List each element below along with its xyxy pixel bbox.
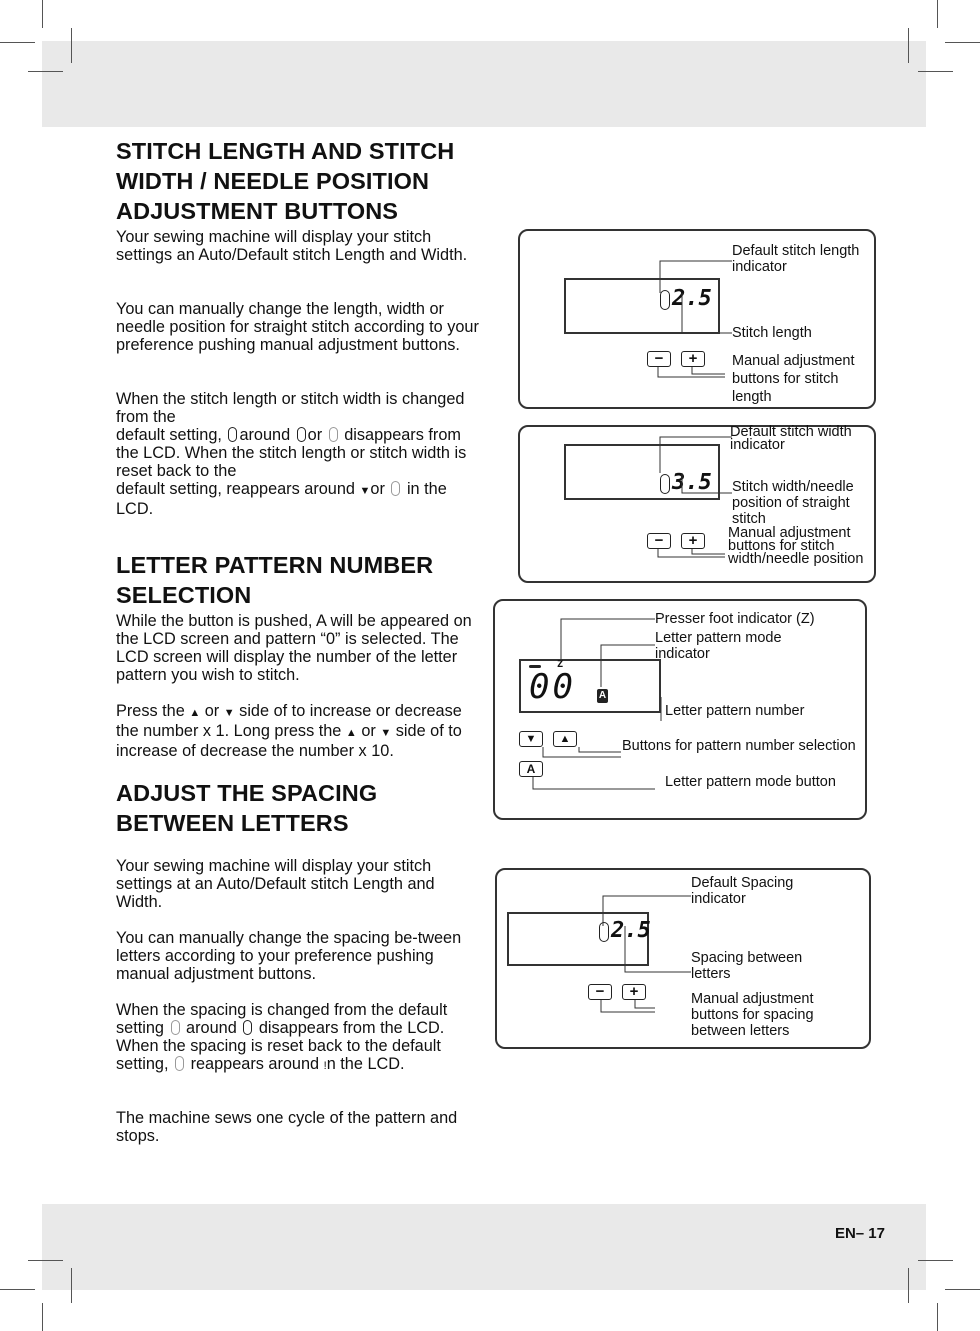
label-default-indicator: Default stitch length indicator <box>732 243 860 275</box>
footer-band <box>42 1204 926 1290</box>
paragraph: When the spacing is changed from the default setting around disappears from the LCD. When the spacing is reset back to the default setting, reappears around !n the LCD. <box>116 1001 448 1073</box>
up-triangle-icon: ▲ <box>189 707 201 719</box>
label-selection-buttons: Buttons for pattern number selection <box>622 738 856 754</box>
figure-spacing <box>495 868 871 1049</box>
crop-mark <box>42 1303 43 1331</box>
section-title-stitch-length: STITCH LENGTH AND STITCH WIDTH / NEEDLE POSITION ADJUSTMENT BUTTONS <box>116 138 455 224</box>
crop-mark <box>28 71 63 72</box>
default-indicator-icon <box>228 427 237 442</box>
crop-mark <box>0 1289 35 1290</box>
label-pattern-number: Letter pattern number <box>665 703 805 719</box>
crop-mark <box>918 71 953 72</box>
crop-mark <box>0 42 35 43</box>
section-title-letter-pattern: LETTER PATTERN NUMBER SELECTION <box>116 552 434 608</box>
down-triangle-icon: ▼ <box>380 727 392 739</box>
label-default-indicator: Default Spacing indicator <box>691 875 794 907</box>
down-button[interactable]: ▼ <box>519 731 543 747</box>
default-indicator-icon <box>297 427 306 442</box>
label-stitch-width: Stitch width/needle position of straight stitch <box>732 479 854 527</box>
crop-mark <box>908 1268 909 1303</box>
paragraph: Your sewing machine will display your stitch settings an Auto/Default stitch Length and Width. <box>116 228 468 264</box>
minus-button[interactable]: − <box>647 533 671 549</box>
default-indicator-icon <box>329 427 338 442</box>
crop-mark <box>918 1260 953 1261</box>
paragraph: You can manually change the spacing be-tween letters according to your preference pushing manual adjustment buttons. <box>116 929 462 983</box>
crop-mark <box>937 0 938 28</box>
down-triangle-icon: ▼ <box>223 707 235 719</box>
crop-mark <box>28 1260 63 1261</box>
default-indicator-icon <box>243 1020 252 1035</box>
label-mode-indicator: Letter pattern mode indicator <box>655 630 782 662</box>
paragraph: Your sewing machine will display your stitch settings at an Auto/Default stitch Length and Width. <box>116 857 435 911</box>
lcd-spacing: 2.5 <box>611 918 651 943</box>
up-triangle-icon: ▲ <box>345 727 357 739</box>
paragraph: While the button is pushed, A will be appeared on the LCD screen and pattern “0” is selected. The LCD screen will display the number of the letter pattern you wish to stitch. <box>116 612 472 684</box>
down-triangle-icon: ▼ <box>359 485 371 497</box>
figure-letter-pattern <box>493 599 867 820</box>
plus-button[interactable]: + <box>622 984 646 1000</box>
label-adjust-buttons: Manual adjustment buttons for stitch width/needle position <box>728 525 864 567</box>
minus-button[interactable]: − <box>647 351 671 367</box>
label-presser-foot: Presser foot indicator (Z) <box>655 611 815 627</box>
label-adjust-buttons: Manual adjustment buttons for spacing between letters <box>691 991 814 1039</box>
default-indicator-icon <box>175 1056 184 1071</box>
figure-stitch-length <box>518 229 876 409</box>
crop-mark <box>71 28 72 63</box>
paragraph: When the stitch length or stitch width is changed from the default setting, around or disappears from the LCD. When the stitch length or stitch width is reset back to the default setting, reappears around ▼or in the LCD. <box>116 390 467 518</box>
crop-mark <box>42 0 43 28</box>
crop-mark <box>937 1303 938 1331</box>
default-indicator-icon <box>171 1020 180 1035</box>
default-indicator-icon <box>391 481 400 496</box>
plus-button[interactable]: + <box>681 533 705 549</box>
section-title-spacing: ADJUST THE SPACING BETWEEN LETTERS <box>116 780 378 836</box>
lcd-stitch-length: 2.5 <box>672 286 712 311</box>
header-band <box>42 41 926 127</box>
letter-mode-button[interactable]: A <box>519 761 543 777</box>
exclamation-icon: ! <box>323 1060 327 1072</box>
crop-mark <box>945 42 980 43</box>
lcd-stitch-width: 3.5 <box>672 470 712 495</box>
lcd-z-indicator: Z <box>557 659 564 670</box>
figure-stitch-width <box>518 425 876 583</box>
crop-mark <box>71 1268 72 1303</box>
paragraph: The machine sews one cycle of the pattern and stops. <box>116 1109 458 1145</box>
lcd-pattern-number: 00 <box>529 667 576 707</box>
minus-button[interactable]: − <box>588 984 612 1000</box>
plus-button[interactable]: + <box>681 351 705 367</box>
crop-mark <box>945 1289 980 1290</box>
label-stitch-length: Stitch length <box>732 325 812 341</box>
label-spacing: Spacing between letters <box>691 950 803 982</box>
label-default-indicator: Default stitch width indicator <box>730 424 852 453</box>
paragraph: You can manually change the length, width or needle position for straight stitch according to your preference pushing manual adjustment buttons. <box>116 300 479 354</box>
paragraph: Press the ▲ or ▼ side of to increase or decrease the number x 1. Long press the ▲ or ▼ side of to increase of decrease the number x 10. <box>116 702 462 760</box>
up-button[interactable]: ▲ <box>553 731 577 747</box>
lcd-mode-indicator: A <box>598 690 607 701</box>
label-mode-button: Letter pattern mode button <box>665 774 836 790</box>
page-number: EN– 17 <box>834 1225 885 1242</box>
crop-mark <box>908 28 909 63</box>
label-adjust-buttons: Manual adjustment buttons for stitch length <box>732 353 855 405</box>
